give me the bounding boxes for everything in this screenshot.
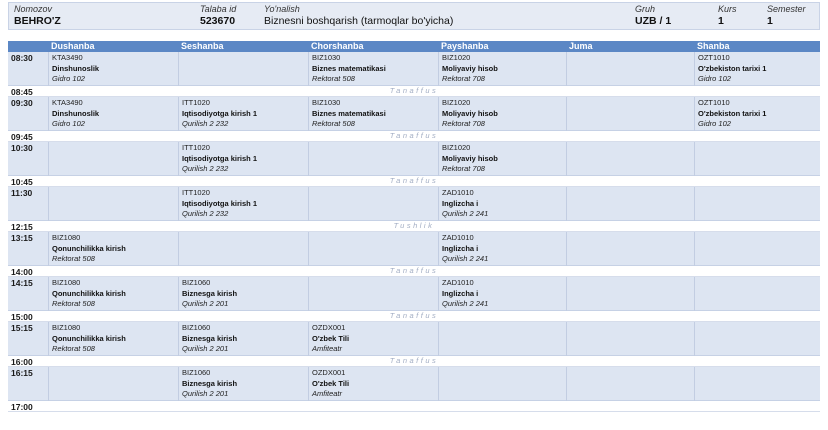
day-header-payshanba: Payshanba [441,41,489,51]
class-code: BIZ1030 [312,53,341,62]
student-id-value: 523670 [200,15,236,27]
group-field [635,4,671,28]
time-label: 16:00 [11,357,33,367]
end-row [8,401,820,412]
column-divider [308,232,309,266]
class-name: Biznes matematikasi [312,63,386,73]
class-code: ITT1020 [182,98,210,107]
class-name: Inglizcha i [442,288,479,298]
class-name: Biznesga kirish [182,333,238,343]
column-divider [694,322,695,356]
class-code: BIZ1020 [442,53,471,62]
break-row [8,131,820,142]
day-header-dushanba: Dushanba [51,41,95,51]
student-id-field [200,4,236,28]
column-divider [48,367,49,401]
class-room: Rektorat 508 [52,344,95,353]
class-room: Qurilish 2 201 [182,389,229,398]
class-room: Rektorat 508 [52,254,95,263]
class-code: OZT1010 [698,53,730,62]
lesson-row [8,187,820,221]
break-row [8,176,820,187]
class-code: BIZ1080 [52,278,81,287]
column-divider [566,367,567,401]
class-cell[interactable] [52,278,126,310]
break-row [8,86,820,97]
break-label: Tanaffus [389,311,439,320]
class-code: OZDX001 [312,323,346,332]
column-divider [178,277,179,311]
class-code: BIZ1080 [52,323,81,332]
class-code: ZAD1010 [442,278,474,287]
semester-field [767,4,806,28]
time-label: 14:00 [11,267,33,277]
class-cell[interactable] [182,278,237,310]
column-divider [438,277,439,311]
break-label: Tanaffus [389,176,439,185]
column-divider [308,52,309,86]
class-name: Qonunchilikka kirish [52,243,126,253]
name-value: BEHRO'Z [14,15,61,27]
class-name: Biznesga kirish [182,378,238,388]
column-divider [308,277,309,311]
column-divider [48,232,49,266]
class-room: Rektorat 508 [52,299,95,308]
course-field [718,4,737,28]
column-divider [48,322,49,356]
class-room: Qurilish 2 241 [442,254,489,263]
time-label: 11:30 [11,188,33,198]
class-cell[interactable] [442,53,498,85]
column-divider [178,322,179,356]
semester-label: Semester [767,4,806,14]
class-room: Qurilish 2 201 [182,344,229,353]
column-divider [178,52,179,86]
column-divider [566,142,567,176]
class-cell[interactable] [52,323,126,355]
class-cell[interactable] [312,323,349,355]
class-cell[interactable] [698,53,766,85]
column-divider [438,367,439,401]
class-name: Inglizcha i [442,198,479,208]
class-code: ITT1020 [182,143,210,152]
class-room: Gidro 102 [52,119,85,128]
class-name: Biznes matematikasi [312,108,386,118]
column-divider [694,97,695,131]
class-cell[interactable] [312,53,386,85]
day-header-shanba: Shanba [697,41,730,51]
class-room: Qurilish 2 241 [442,299,489,308]
column-divider [566,322,567,356]
lesson-row [8,367,820,401]
column-divider [438,232,439,266]
column-divider [308,187,309,221]
time-label: 10:45 [11,177,33,187]
student-info-header [8,2,820,30]
break-row [8,221,820,232]
class-code: ZAD1010 [442,233,474,242]
column-divider [566,277,567,311]
class-code: BIZ1020 [442,98,471,107]
course-value: 1 [718,15,724,27]
class-name: Iqtisodiyotga kirish 1 [182,108,258,118]
class-name: Inglizcha i [442,243,479,253]
lesson-row [8,52,820,86]
class-name: Iqtisodiyotga kirish 1 [182,153,258,163]
class-cell[interactable] [182,323,237,355]
time-label: 12:15 [11,222,33,232]
column-divider [566,52,567,86]
class-room: Rektorat 708 [442,119,485,128]
class-room: Amfiteatr [312,389,343,398]
time-label: 10:30 [11,143,33,153]
class-room: Rektorat 708 [442,74,485,83]
column-divider [178,142,179,176]
time-label: 08:45 [11,87,33,97]
break-row [8,266,820,277]
column-divider [308,97,309,131]
class-code: BIZ1030 [312,98,341,107]
column-divider [438,187,439,221]
lesson-row [8,97,820,131]
lesson-row [8,322,820,356]
day-header-row [8,41,820,52]
time-label: 15:00 [11,312,33,322]
class-code: BIZ1020 [442,143,471,152]
column-divider [694,187,695,221]
class-room: Qurilish 2 241 [442,209,489,218]
class-room: Gidro 102 [52,74,85,83]
lesson-row [8,142,820,176]
class-room: Qurilish 2 232 [182,164,229,173]
break-row [8,311,820,322]
class-name: Qonunchilikka kirish [52,288,126,298]
time-label: 09:30 [11,98,33,108]
class-room: Gidro 102 [698,119,731,128]
class-code: ZAD1010 [442,188,474,197]
time-label: 17:00 [11,402,33,412]
class-room: Qurilish 2 232 [182,119,229,128]
class-code: OZDX001 [312,368,346,377]
class-cell[interactable] [52,53,99,85]
time-label: 08:30 [11,53,33,63]
class-code: BIZ1060 [182,323,211,332]
class-code: ITT1020 [182,188,210,197]
class-room: Gidro 102 [698,74,731,83]
group-label: Gruh [635,4,656,14]
column-divider [178,97,179,131]
student-id-label: Talaba id [200,4,237,14]
class-cell[interactable] [698,98,766,130]
time-label: 15:15 [11,323,33,333]
class-code: BIZ1060 [182,368,211,377]
class-name: Dinshunoslik [52,108,100,118]
time-label: 09:45 [11,132,33,142]
column-divider [438,52,439,86]
column-divider [694,367,695,401]
class-code: KTA3490 [52,98,83,107]
lesson-row [8,232,820,266]
column-divider [48,142,49,176]
class-cell[interactable] [182,98,257,130]
column-divider [308,142,309,176]
class-cell[interactable] [442,188,488,220]
direction-field [264,4,453,28]
class-code: KTA3490 [52,53,83,62]
class-cell[interactable] [442,233,488,265]
time-label: 13:15 [11,233,33,243]
column-divider [694,277,695,311]
class-cell[interactable] [182,188,257,220]
break-label: Tanaffus [389,86,439,95]
time-label: 16:15 [11,368,33,378]
class-room: Rektorat 508 [312,119,355,128]
direction-value: Biznesni boshqarish (tarmoqlar bo'yicha) [264,15,454,27]
class-cell[interactable] [52,233,126,265]
time-label: 14:15 [11,278,33,288]
column-divider [178,187,179,221]
break-label: Tanaffus [389,131,439,140]
name-field [14,4,61,28]
day-header-juma: Juma [569,41,593,51]
day-header-seshanba: Seshanba [181,41,224,51]
class-cell[interactable] [182,368,237,400]
class-cell[interactable] [442,143,498,175]
class-name: Moliyaviy hisob [442,153,498,163]
class-name: Moliyaviy hisob [442,108,498,118]
class-name: Moliyaviy hisob [442,63,498,73]
column-divider [178,232,179,266]
column-divider [694,52,695,86]
column-divider [566,187,567,221]
class-code: BIZ1060 [182,278,211,287]
class-name: Dinshunoslik [52,63,100,73]
class-cell[interactable] [442,98,498,130]
column-divider [48,277,49,311]
column-divider [48,52,49,86]
break-row [8,356,820,367]
course-label: Kurs [718,4,737,14]
class-cell[interactable] [312,98,386,130]
class-cell[interactable] [52,98,99,130]
direction-label: Yo'nalish [264,4,300,14]
class-code: BIZ1080 [52,233,81,242]
class-room: Rektorat 708 [442,164,485,173]
column-divider [566,232,567,266]
class-room: Qurilish 2 232 [182,209,229,218]
column-divider [308,322,309,356]
column-divider [438,322,439,356]
column-divider [438,97,439,131]
class-name: Qonunchilikka kirish [52,333,126,343]
name-label: Nomozov [14,4,53,14]
column-divider [438,142,439,176]
class-cell[interactable] [442,278,488,310]
column-divider [48,97,49,131]
column-divider [694,142,695,176]
class-cell[interactable] [182,143,257,175]
class-name: Iqtisodiyotga kirish 1 [182,198,258,208]
column-divider [178,367,179,401]
day-header-chorshanba: Chorshanba [311,41,364,51]
group-value: UZB / 1 [635,15,672,27]
class-room: Qurilish 2 201 [182,299,229,308]
class-room: Rektorat 508 [312,74,355,83]
semester-value: 1 [767,15,773,27]
class-name: O'zbek Tili [312,333,350,343]
break-label: Tushlik [393,221,435,230]
column-divider [308,367,309,401]
class-code: OZT1010 [698,98,730,107]
column-divider [694,232,695,266]
break-label: Tanaffus [389,266,439,275]
class-room: Amfiteatr [312,344,343,353]
class-name: Biznesga kirish [182,288,238,298]
class-name: O'zbekiston tarixi 1 [698,108,767,118]
class-name: O'zbekiston tarixi 1 [698,63,767,73]
column-divider [566,97,567,131]
column-divider [48,187,49,221]
break-label: Tanaffus [389,356,439,365]
lesson-row [8,277,820,311]
class-name: O'zbek Tili [312,378,350,388]
class-cell[interactable] [312,368,349,400]
